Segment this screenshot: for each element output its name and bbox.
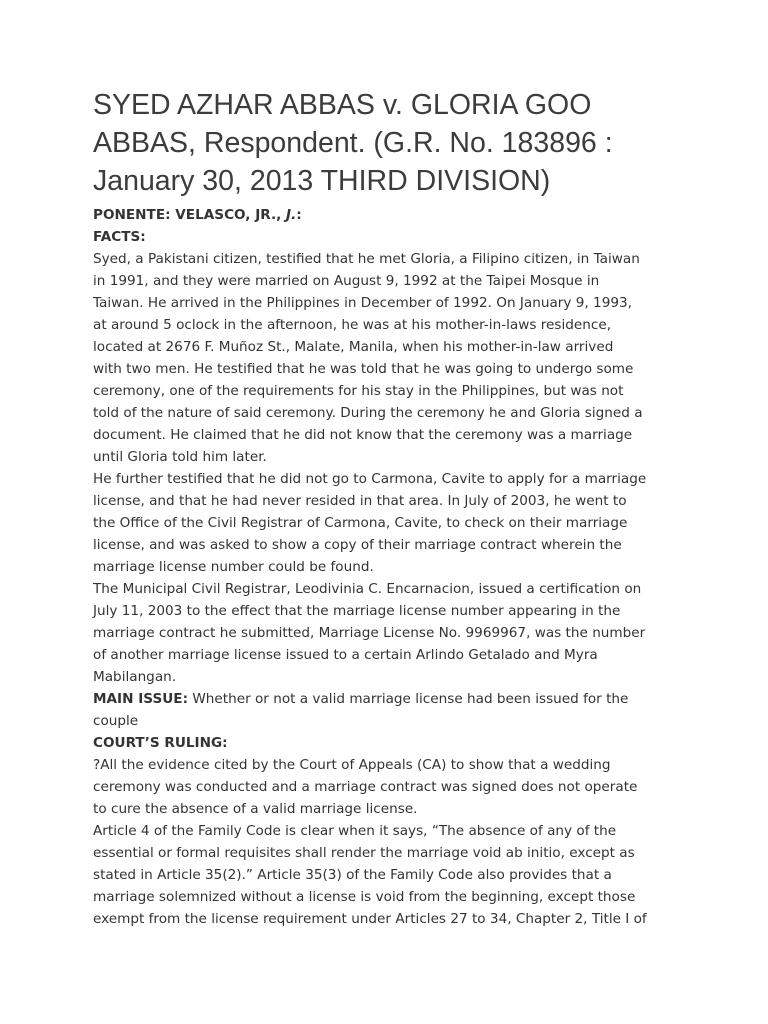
text-line: to cure the absence of a valid marriage license. (93, 801, 418, 817)
case-title-line: SYED AZHAR ABBAS v. GLORIA GOO (93, 89, 592, 121)
facts-paragraph (93, 248, 683, 468)
ponente-line (93, 204, 683, 226)
main-issue-text: Whether or not a valid marriage license had been issued for the (188, 691, 629, 707)
text-line: license, and that he had never resided in that area. In July of 2003, he went to (93, 493, 627, 509)
text-line: Taiwan. He arrived in the Philippines in December of 1992. On January 9, 1993, (93, 295, 632, 311)
main-issue-label: MAIN ISSUE: (93, 691, 189, 707)
text-line: stated in Article 35(2).” Article 35(3) of the Family Code also provides that a (93, 867, 612, 883)
ponente-label: PONENTE: VELASCO, JR., (93, 207, 287, 223)
text-line: the Office of the Civil Registrar of Carmona, Cavite, to check on their marriage (93, 515, 628, 531)
text-line: The Municipal Civil Registrar, Leodivinia C. Encarnacion, issued a certification on (93, 581, 642, 597)
text-line: essential or formal requisites shall render the marriage void ab initio, except as (93, 845, 635, 861)
case-title-line: January 30, 2013 THIRD DIVISION) (93, 165, 551, 197)
ruling-heading: COURT’S RULING: (93, 735, 228, 751)
ponente-suffix: J. (286, 207, 297, 223)
facts-heading: FACTS: (93, 229, 146, 245)
text-line: marriage license number could be found. (93, 559, 374, 575)
ponente-colon: : (296, 207, 302, 223)
text-line: couple (93, 713, 139, 729)
text-line: until Gloria told him later. (93, 449, 267, 465)
ruling-paragraph (93, 820, 683, 930)
text-line: Mabilangan. (93, 669, 177, 685)
text-line: located at 2676 F. Muñoz St., Malate, Manila, when his mother-in-law arrived (93, 339, 614, 355)
main-issue (93, 688, 683, 732)
facts-paragraph (93, 578, 683, 688)
case-title-line: ABBAS, Respondent. (G.R. No. 183896 : (93, 127, 613, 159)
text-line: told of the nature of said ceremony. During the ceremony he and Gloria signed a (93, 405, 643, 421)
text-line: license, and was asked to show a copy of their marriage contract wherein the (93, 537, 622, 553)
document-body (93, 204, 683, 930)
facts-paragraph (93, 468, 683, 578)
text-line: of another marriage license issued to a certain Arlindo Getalado and Myra (93, 647, 598, 663)
text-line: with two men. He testified that he was told that he was going to undergo some (93, 361, 634, 377)
text-line: in 1991, and they were married on August 9, 1992 at the Taipei Mosque in (93, 273, 600, 289)
text-line: Syed, a Pakistani citizen, testified that he met Gloria, a Filipino citizen, in Taiwan (93, 251, 640, 267)
text-line: marriage contract he submitted, Marriage License No. 9969967, was the number (93, 625, 646, 641)
text-line: Article 4 of the Family Code is clear when it says, “The absence of any of the (93, 823, 617, 839)
text-line: ceremony was conducted and a marriage contract was signed does not operate (93, 779, 638, 795)
text-line: exempt from the license requirement under Articles 27 to 34, Chapter 2, Title I of (93, 911, 647, 927)
main-issue-line (93, 688, 683, 710)
text-line: He further testified that he did not go to Carmona, Cavite to apply for a marriage (93, 471, 647, 487)
ruling-paragraph (93, 754, 683, 820)
text-line: July 11, 2003 to the effect that the marriage license number appearing in the (93, 603, 621, 619)
document-page (93, 86, 683, 930)
text-line: ceremony, one of the requirements for his stay in the Philippines, but was not (93, 383, 624, 399)
case-title (93, 86, 683, 200)
text-line: marriage solemnized without a license is void from the beginning, except those (93, 889, 636, 905)
text-line: document. He claimed that he did not know that the ceremony was a marriage (93, 427, 633, 443)
text-line: at around 5 oclock in the afternoon, he was at his mother-in-laws residence, (93, 317, 612, 333)
text-line: ?All the evidence cited by the Court of Appeals (CA) to show that a wedding (93, 757, 611, 773)
